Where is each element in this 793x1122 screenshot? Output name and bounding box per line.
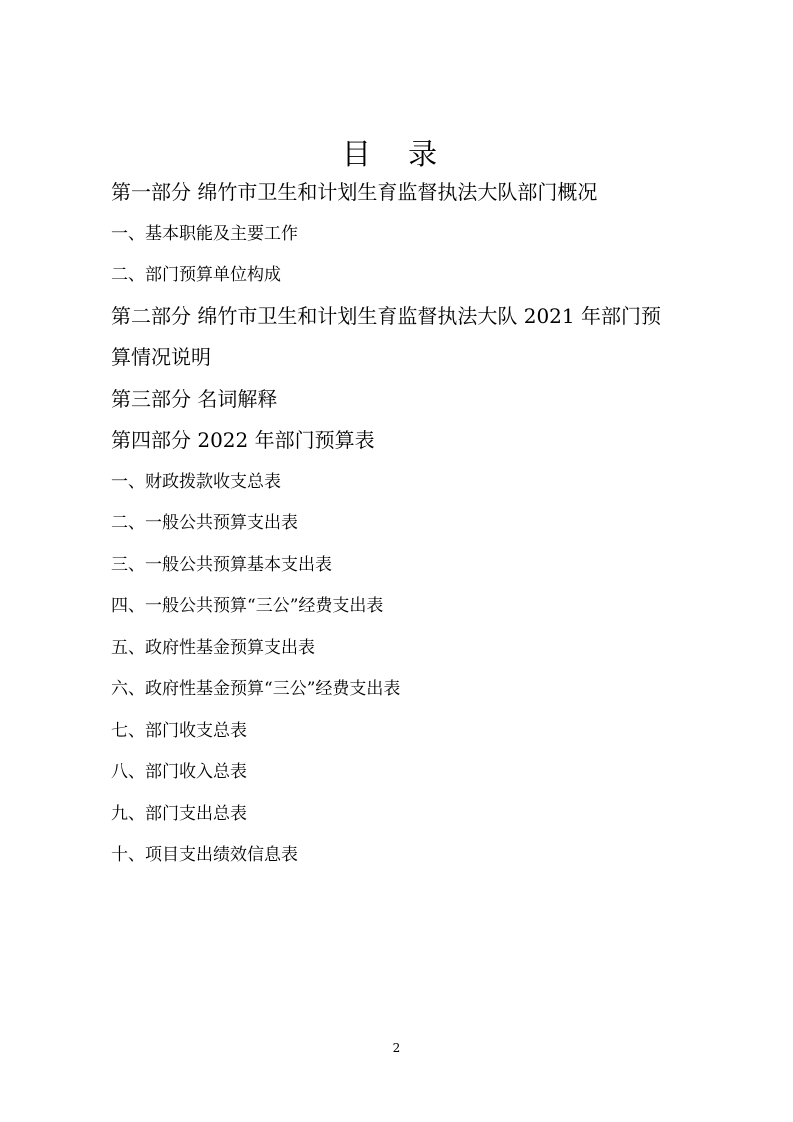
toc-part-3: 第三部分 名词解释 [111,387,278,411]
toc-item-4-9: 九、部门支出总表 [111,804,247,824]
page-number: 2 [392,1041,401,1055]
toc-item-4-5: 五、政府性基金预算支出表 [111,638,315,658]
toc-item-1-2: 二、部门预算单位构成 [111,265,281,285]
toc-item-4-1: 一、财政拨款收支总表 [111,472,281,492]
toc-item-4-10: 十、项目支出绩效信息表 [111,845,298,865]
toc-part-2-line-2: 算情况说明 [111,345,211,369]
toc-part-1: 第一部分 绵竹市卫生和计划生育监督执法大队部门概况 [111,180,598,204]
toc-part-2-line-1: 第二部分 绵竹市卫生和计划生育监督执法大队 2021 年部门预 [111,304,661,328]
toc-item-1-1: 一、基本职能及主要工作 [111,224,298,244]
toc-item-4-3: 三、一般公共预算基本支出表 [111,555,332,575]
toc-title: 目 录 [341,137,452,171]
toc-item-4-4: 四、一般公共预算“三公”经费支出表 [111,596,384,616]
toc-item-4-7: 七、部门收支总表 [111,721,247,741]
toc-item-4-2: 二、一般公共预算支出表 [111,513,298,533]
toc-item-4-6: 六、政府性基金预算“三公”经费支出表 [111,679,401,699]
toc-item-4-8: 八、部门收入总表 [111,762,247,782]
toc-part-4: 第四部分 2022 年部门预算表 [111,428,375,452]
